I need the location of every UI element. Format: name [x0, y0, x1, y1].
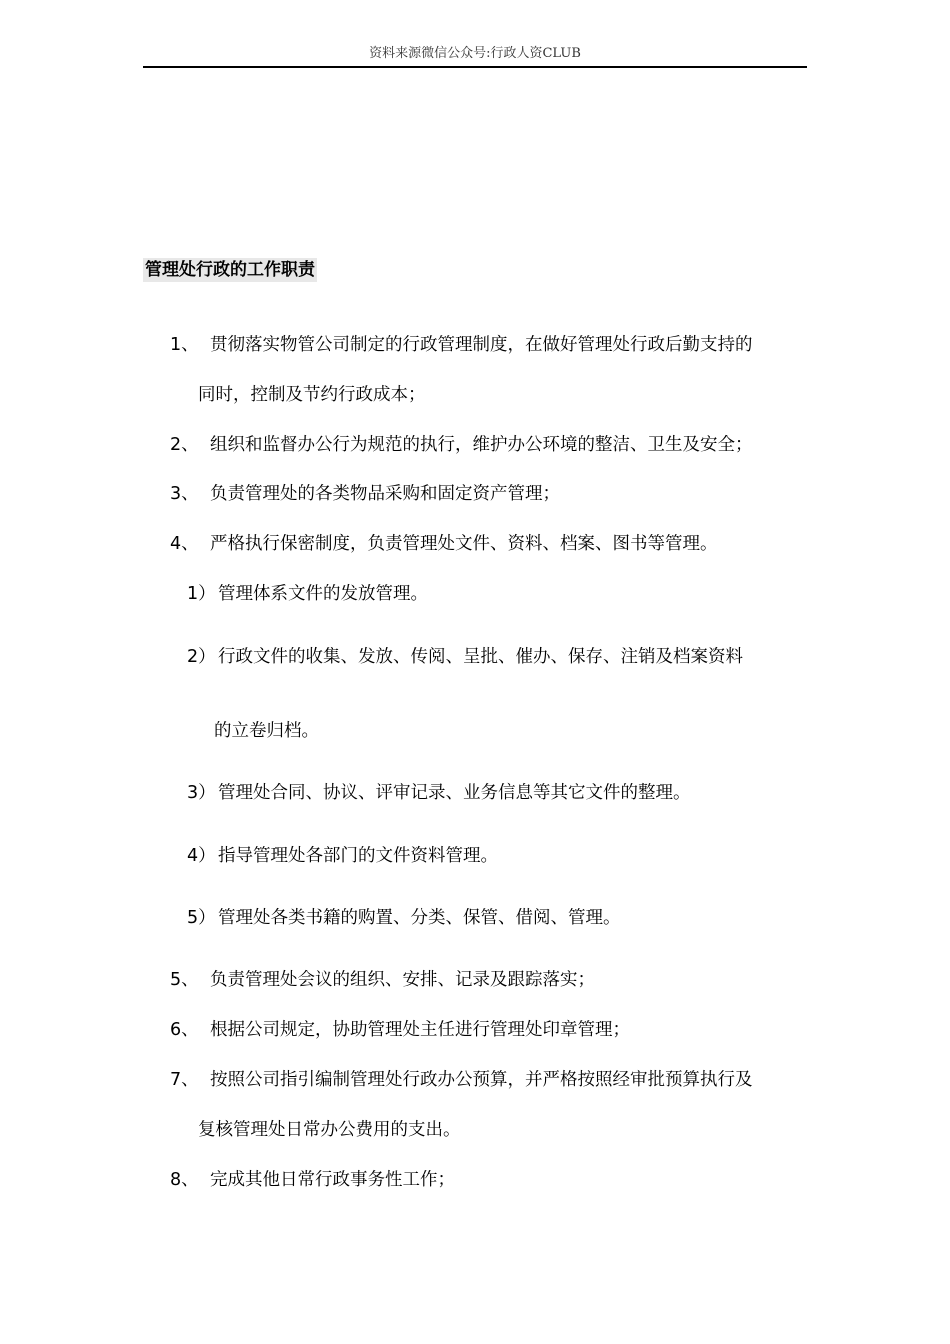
sub-item-text: 管理处各类书籍的购置、分类、保管、借阅、管理。	[218, 908, 621, 928]
list-item-text: 完成其他日常行政事务性工作；	[210, 1170, 455, 1190]
list-item-7-continuation: 复核管理处日常办公费用的支出。	[198, 1120, 461, 1140]
list-item-number: 7、	[170, 1070, 199, 1090]
sub-item-2-continuation: 的立卷归档。	[214, 721, 319, 741]
list-item-2	[170, 432, 753, 458]
list-item-text: 贯彻落实物管公司制定的行政管理制度，在做好管理处行政后勤支持的	[210, 335, 753, 355]
sub-item-number: 1）	[187, 584, 216, 604]
list-item-text: 严格执行保密制度，负责管理处文件、资料、档案、图书等管理。	[210, 534, 718, 554]
list-item-5	[170, 967, 595, 993]
sub-item-text: 指导管理处各部门的文件资料管理。	[218, 846, 498, 866]
header-source-text: 资料来源微信公众号:行政人资CLUB	[369, 46, 581, 61]
sub-item-1	[187, 581, 428, 607]
list-item-text: 根据公司规定，协助管理处主任进行管理处印章管理；	[210, 1020, 630, 1040]
list-item-number: 2、	[170, 435, 199, 455]
sub-item-text: 管理处合同、协议、评审记录、业务信息等其它文件的整理。	[218, 783, 691, 803]
sub-item-text: 管理体系文件的发放管理。	[218, 584, 428, 604]
list-item-6	[170, 1017, 630, 1043]
sub-item-3	[187, 780, 691, 806]
list-item-number: 4、	[170, 534, 199, 554]
list-item-3	[170, 481, 560, 507]
list-item-number: 5、	[170, 970, 199, 990]
list-item-7	[170, 1067, 753, 1093]
list-item-1-continuation: 同时，控制及节约行政成本；	[198, 385, 426, 405]
list-item-number: 3、	[170, 484, 199, 504]
list-item-text: 负责管理处会议的组织、安排、记录及跟踪落实；	[210, 970, 595, 990]
list-item-text: 组织和监督办公行为规范的执行，维护办公环境的整洁、卫生及安全；	[210, 435, 753, 455]
list-item-1	[170, 332, 753, 358]
list-item-text: 按照公司指引编制管理处行政办公预算，并严格按照经审批预算执行及	[210, 1070, 753, 1090]
sub-item-5	[187, 905, 621, 931]
list-item-number: 8、	[170, 1170, 199, 1190]
sub-item-number: 3）	[187, 783, 216, 803]
sub-item-number: 4）	[187, 846, 216, 866]
page-header	[143, 44, 807, 68]
sub-item-text: 行政文件的收集、发放、传阅、呈批、催办、保存、注销及档案资料	[218, 647, 743, 667]
list-item-text: 负责管理处的各类物品采购和固定资产管理；	[210, 484, 560, 504]
sub-item-2	[187, 644, 743, 670]
list-item-8	[170, 1167, 455, 1193]
list-item-number: 6、	[170, 1020, 199, 1040]
list-item-number: 1、	[170, 335, 199, 355]
list-item-4	[170, 531, 718, 557]
sub-item-number: 2）	[187, 647, 216, 667]
sub-item-4	[187, 843, 498, 869]
page-title: 管理处行政的工作职责	[145, 260, 315, 280]
sub-item-number: 5）	[187, 908, 216, 928]
